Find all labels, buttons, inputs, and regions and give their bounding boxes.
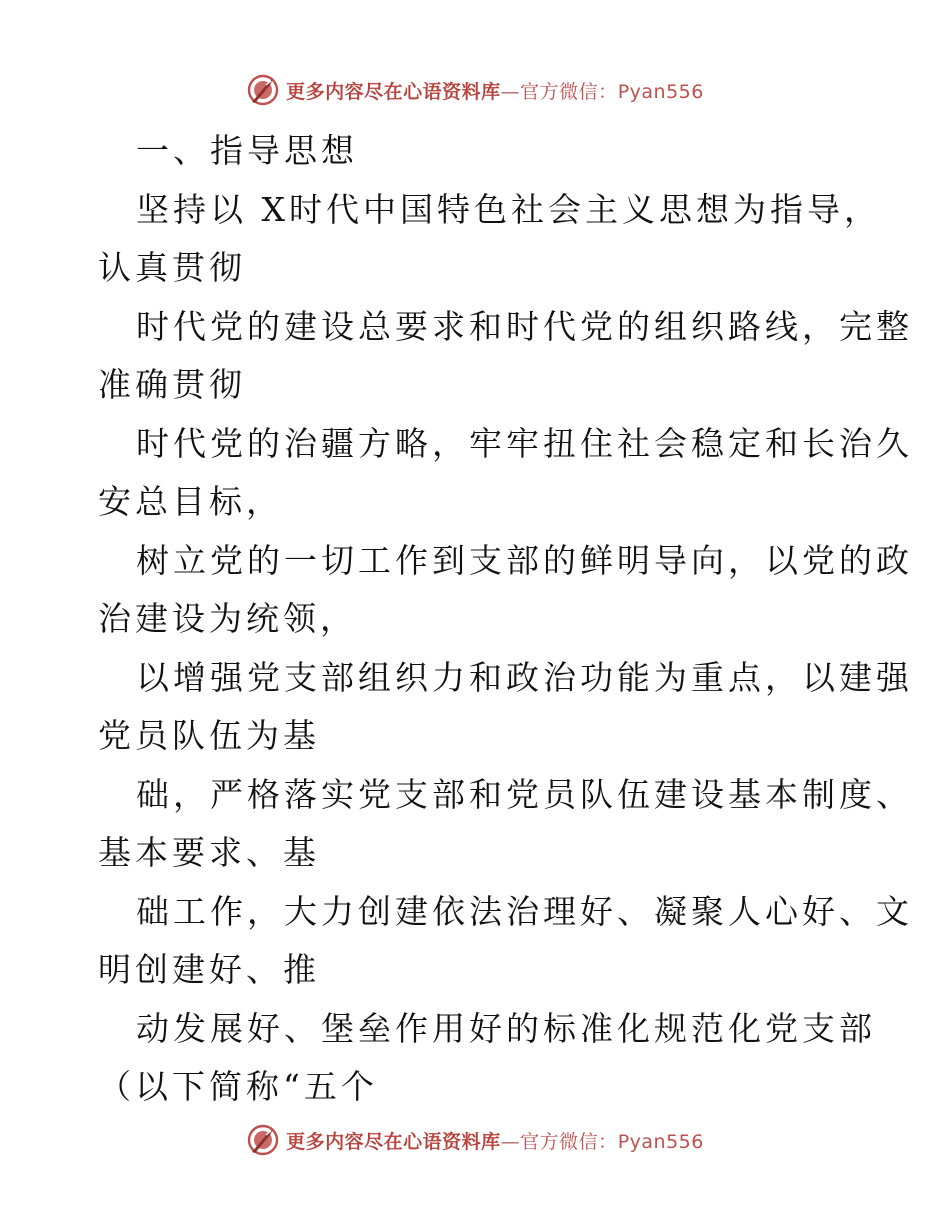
watermark-site-text: 更多内容尽在心语资料库 [286, 80, 501, 103]
watermark-dash: — [500, 1130, 521, 1153]
header-watermark [0, 68, 950, 112]
text-line: 安总目标， [98, 482, 283, 521]
text-line: 基本要求、基 [98, 833, 320, 872]
text-line: 治建设为统领， [98, 599, 357, 638]
text-line: 党员队伍为基 [98, 716, 320, 755]
watermark-dash: — [500, 80, 521, 103]
watermark-wechat-id: Pyan556 [617, 1130, 704, 1153]
text-line: 以增强党支部组织力和政治功能为重点，以建强 [136, 657, 913, 697]
watermark-site-text: 更多内容尽在心语资料库 [286, 1130, 501, 1153]
text-line: 础，严格落实党支部和党员队伍建设基本制度、 [136, 774, 913, 814]
document-body [98, 122, 913, 1117]
watermark-wechat-label: 官方微信： [520, 80, 618, 103]
watermark-wechat-id: Pyan556 [617, 80, 704, 103]
text-line: 明创建好、推 [98, 950, 320, 989]
text-line: （以下简称“五个 [98, 1067, 378, 1106]
quill-seal-icon [246, 1123, 280, 1157]
text-line: 动发展好、堡垒作用好的标准化规范化党支部 [136, 1008, 876, 1048]
quill-seal-icon [246, 73, 280, 107]
text-line: 时代党的建设总要求和时代党的组织路线，完整 [136, 306, 913, 346]
text-line: 认真贯彻 [98, 248, 246, 287]
text-line: 坚持以 X时代中国特色社会主义思想为指导， [136, 189, 881, 229]
text-line: 准确贯彻 [98, 365, 246, 404]
text-line: 树立党的一切工作到支部的鲜明导向，以党的政 [136, 540, 913, 580]
watermark-wechat-label: 官方微信： [520, 1130, 618, 1153]
text-line: 一、指导思想 [136, 131, 358, 170]
footer-watermark [0, 1118, 950, 1162]
text-line: 础工作，大力创建依法治理好、凝聚人心好、文 [136, 891, 913, 931]
text-line: 时代党的治疆方略，牢牢扭住社会稳定和长治久 [136, 423, 913, 463]
